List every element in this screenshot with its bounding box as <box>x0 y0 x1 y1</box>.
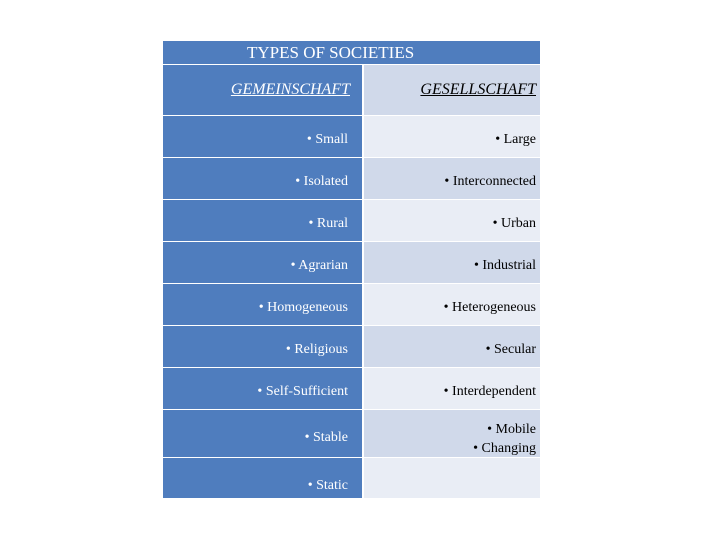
gesellschaft-column <box>364 65 540 498</box>
gemeinschaft-header <box>163 65 362 115</box>
gemeinschaft-item: • Homogeneous <box>163 283 362 325</box>
gemeinschaft-item: • Static <box>163 457 362 498</box>
gemeinschaft-item: • Small <box>163 115 362 157</box>
gesellschaft-item: • Urban <box>364 199 540 241</box>
societies-table <box>163 41 540 498</box>
gesellschaft-item: • Mobile <box>487 422 536 437</box>
gemeinschaft-item: • Isolated <box>163 157 362 199</box>
gesellschaft-item-group <box>364 409 540 457</box>
gesellschaft-item: • Changing <box>473 441 536 456</box>
gemeinschaft-header-text: GEMEINSCHAFT <box>230 81 350 98</box>
gemeinschaft-item: • Agrarian <box>163 241 362 283</box>
gemeinschaft-column <box>163 65 362 498</box>
gesellschaft-item: • Large <box>364 115 540 157</box>
gesellschaft-item: • Secular <box>364 325 540 367</box>
gesellschaft-header-text: GESELLSCHAFT <box>420 81 536 98</box>
gesellschaft-item: • Industrial <box>364 241 540 283</box>
gesellschaft-header <box>364 65 540 115</box>
gesellschaft-item: • Interconnected <box>364 157 540 199</box>
gemeinschaft-item: • Self-Sufficient <box>163 367 362 409</box>
table-title: TYPES OF SOCIETIES <box>163 41 540 65</box>
gemeinschaft-item: • Stable <box>163 409 362 457</box>
gesellschaft-item: • Interdependent <box>364 367 540 409</box>
gemeinschaft-item: • Rural <box>163 199 362 241</box>
gesellschaft-empty-cell <box>364 457 540 498</box>
gemeinschaft-item: • Religious <box>163 325 362 367</box>
gesellschaft-item: • Heterogeneous <box>364 283 540 325</box>
